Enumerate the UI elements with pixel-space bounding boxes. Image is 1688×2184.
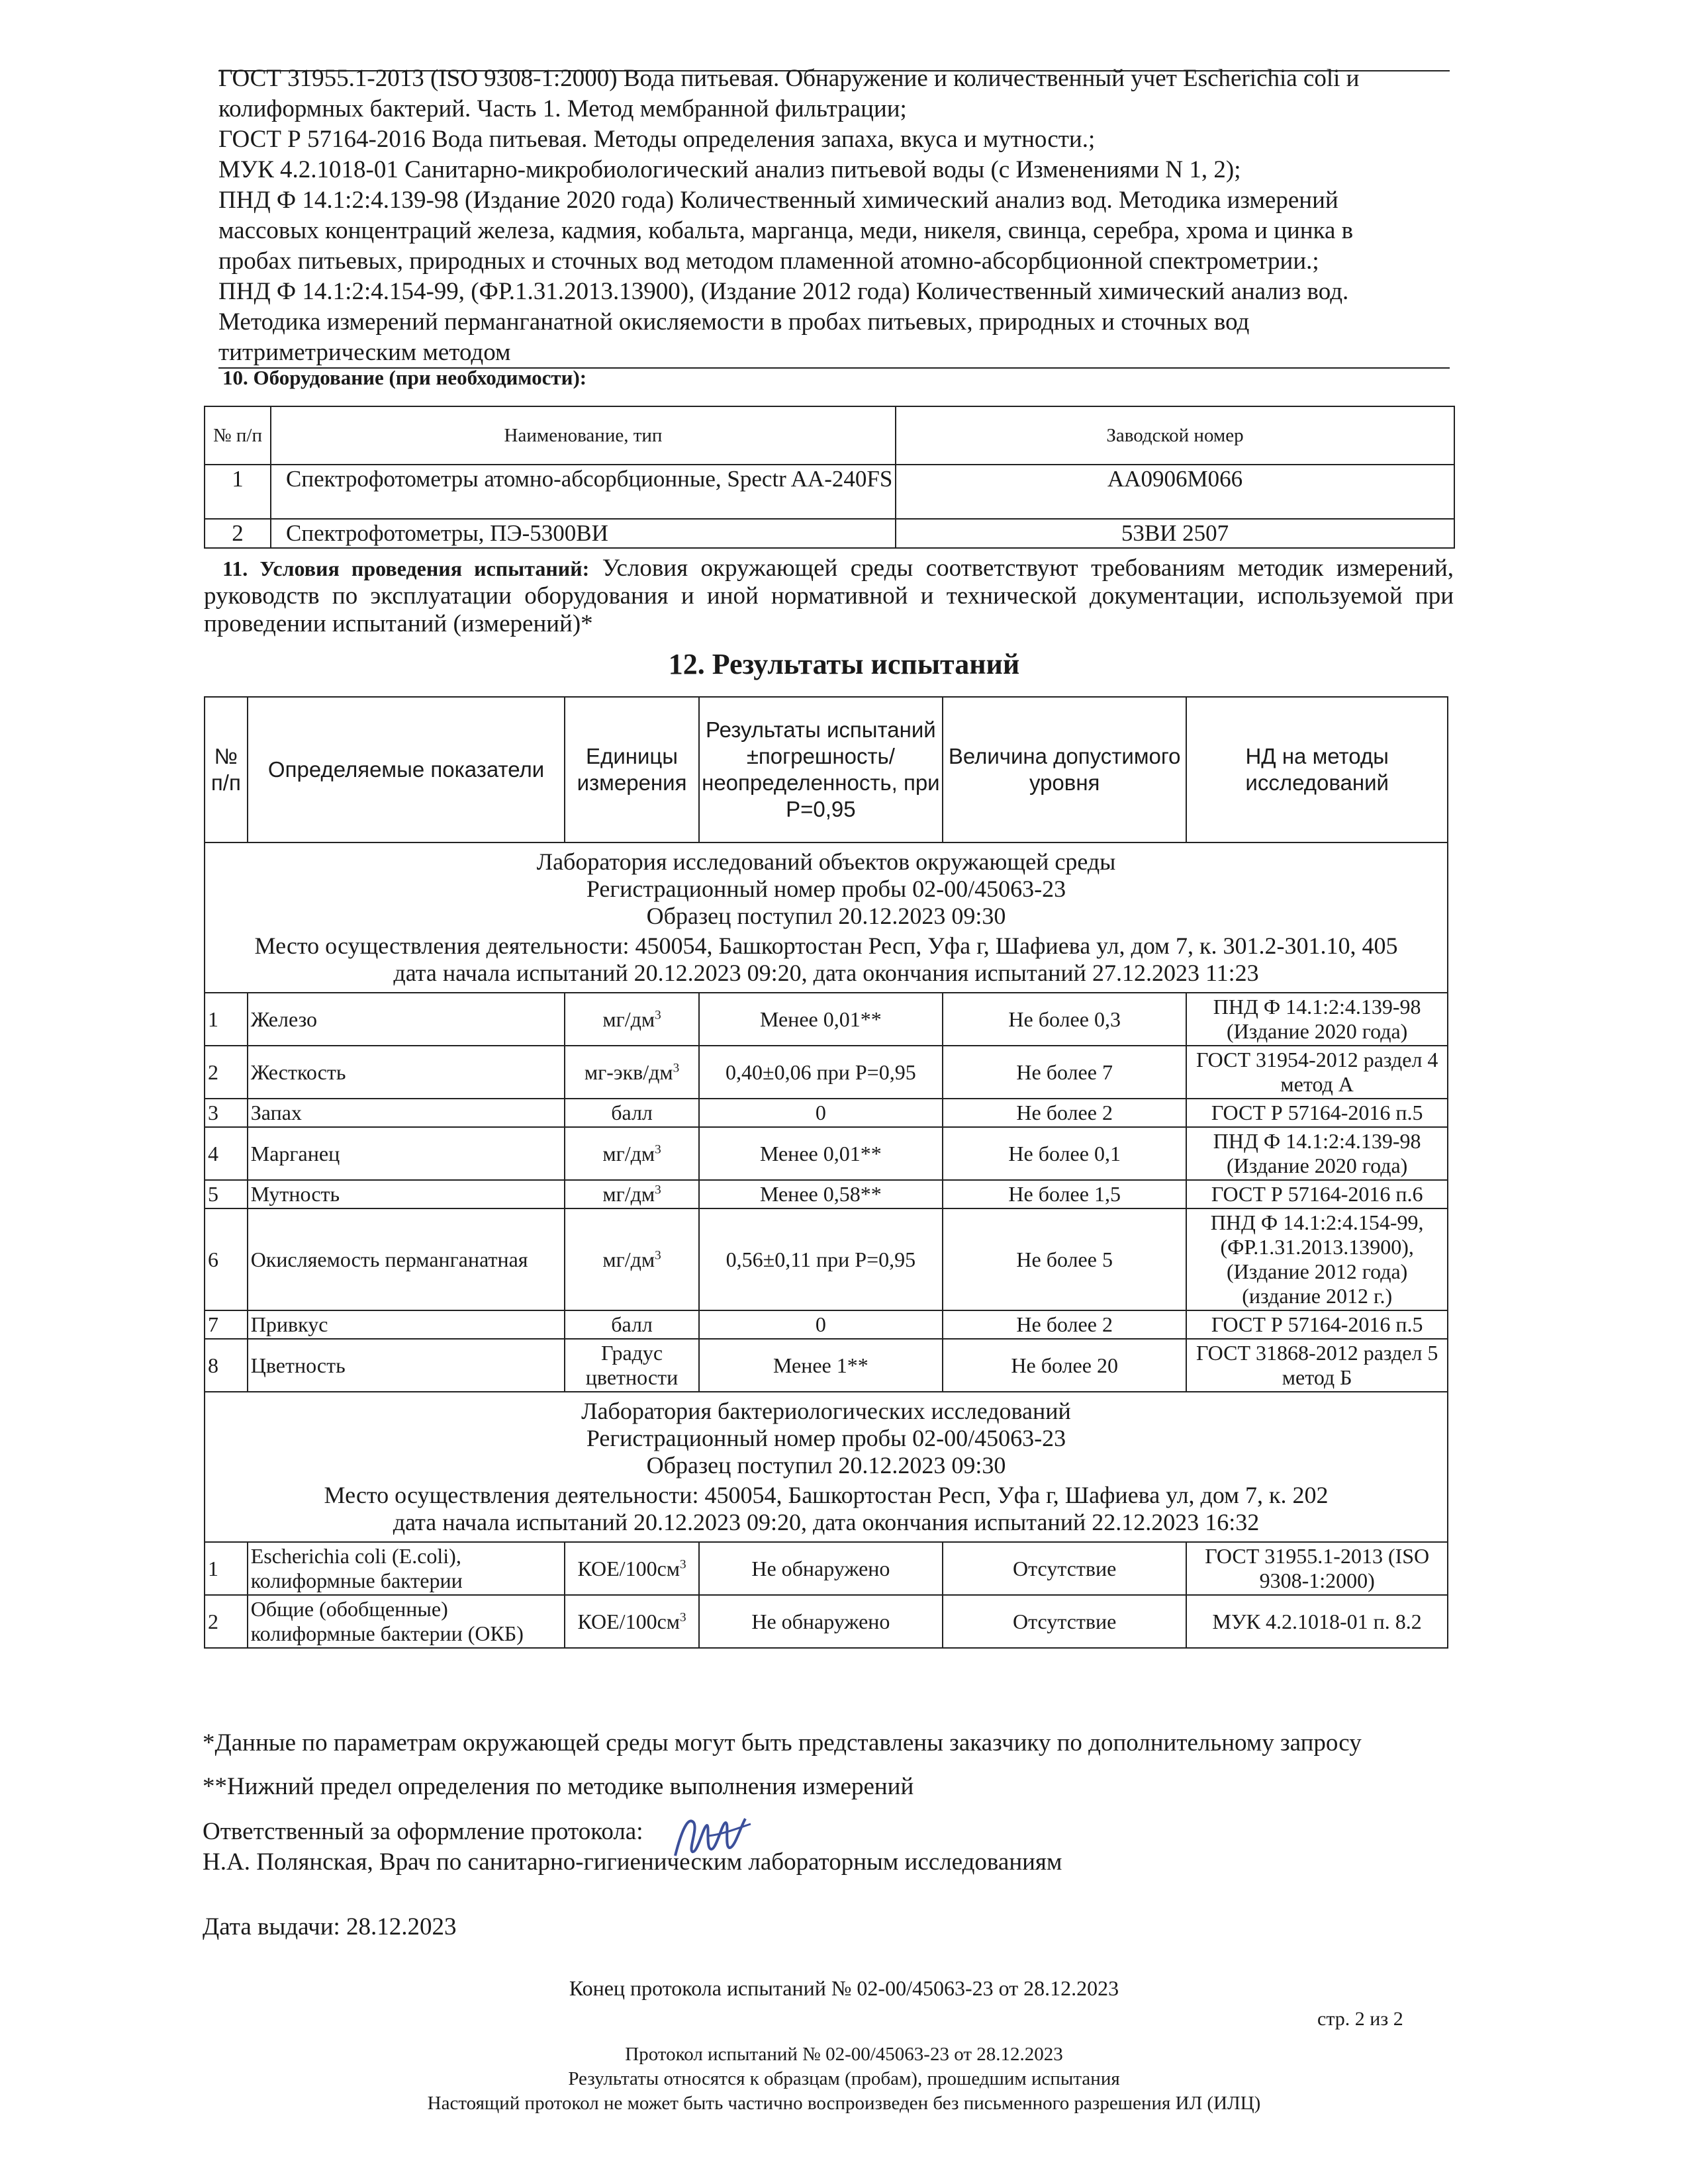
- result-indicator: [248, 1595, 565, 1648]
- result-limit-text: Не более 0,1: [1008, 1141, 1121, 1165]
- result-limit: [943, 1099, 1186, 1127]
- result-row: [205, 1046, 1448, 1099]
- result-indicator: [248, 1180, 565, 1208]
- result-row: [205, 1180, 1448, 1208]
- result-unit: [565, 1310, 698, 1339]
- result-value: [699, 1099, 943, 1127]
- result-unit: [565, 1099, 698, 1127]
- result-num: [205, 1180, 248, 1208]
- result-unit-text: мг-экв/дм: [584, 1060, 673, 1084]
- lab1-dates: дата начала испытаний 20.12.2023 09:20, дата окончания испытаний 27.12.2023 11:23: [393, 960, 1259, 986]
- results-header-value: Результаты испытаний ±погрешность/ неопределенность, при Р=0,95: [699, 697, 943, 842]
- result-method-text: ГОСТ 31955.1-2013 (ISO 9308-1:2000): [1205, 1544, 1430, 1592]
- result-value-text: Не обнаружено: [751, 1556, 890, 1580]
- result-method-text: ГОСТ Р 57164-2016 п.5: [1211, 1312, 1423, 1336]
- conditions-text: Условия окружающей среды соответствуют требованиям методик измерений, руководств по эксплуатации оборудования и иной нормативной и технической документации, используемой при проведении испытаний (измерений)*: [204, 555, 1454, 637]
- lab2-dates: дата начала испытаний 20.12.2023 09:20, дата окончания испытаний 22.12.2023 16:32: [393, 1509, 1260, 1535]
- method-line: титриметрическим методом: [218, 339, 511, 366]
- method-line: ГОСТ 31955.1-2013 (ISO 9308-1:2000) Вода питьевая. Обнаружение и количественный учет Escherichia coli и: [218, 65, 1360, 92]
- equipment-name: Спектрофотометры, ПЭ-5300ВИ: [271, 519, 896, 548]
- result-method: [1186, 1127, 1448, 1180]
- result-num-text: 5: [208, 1182, 218, 1206]
- unit-exponent: 3: [680, 1610, 686, 1624]
- lab1-reg: Регистрационный номер пробы 02-00/45063-23: [586, 876, 1066, 902]
- result-limit-text: Не более 2: [1016, 1101, 1113, 1124]
- result-row: [205, 1099, 1448, 1127]
- result-method-text: ПНД Ф 14.1:2:4.139-98 (Издание 2020 года): [1213, 995, 1421, 1043]
- footer-protocol: Протокол испытаний № 02-00/45063-23 от 28.12.2023: [625, 2044, 1063, 2065]
- footer-scope: Результаты относятся к образцам (пробам), прошедшим испытания: [568, 2068, 1120, 2089]
- result-method-text: ПНД Ф 14.1:2:4.154-99, (ФР.1.31.2013.13900), (Издание 2012 года) (издание 2012 г.): [1210, 1210, 1424, 1308]
- lab1-received: Образец поступил 20.12.2023 09:30: [646, 903, 1006, 929]
- result-value: [699, 1310, 943, 1339]
- unit-exponent: 3: [673, 1060, 680, 1075]
- result-indicator: [248, 1046, 565, 1099]
- results-header-limit: Величина допустимого уровня: [943, 697, 1186, 842]
- result-value: [699, 1208, 943, 1310]
- responsible-label: Ответственный за оформление протокола:: [203, 1818, 643, 1845]
- result-value-text: Менее 0,01**: [759, 1007, 882, 1031]
- result-indicator: [248, 1099, 565, 1127]
- lab1-info: [205, 842, 1448, 993]
- result-num: [205, 1046, 248, 1099]
- result-value-text: Менее 1**: [773, 1353, 868, 1377]
- result-unit-text: мг/дм: [602, 1247, 655, 1271]
- result-value-text: Не обнаружено: [751, 1609, 890, 1633]
- result-num: [205, 1208, 248, 1310]
- result-num-text: 1: [208, 1007, 218, 1031]
- method-line: ПНД Ф 14.1:2:4.139-98 (Издание 2020 года) Количественный химический анализ вод. Методика измерений: [218, 187, 1338, 214]
- result-indicator: [248, 1208, 565, 1310]
- method-line: МУК 4.2.1018-01 Санитарно-микробиологический анализ питьевой воды (с Изменениями N 1, 2);: [218, 156, 1241, 183]
- result-method: [1186, 1046, 1448, 1099]
- result-limit-text: Не более 20: [1011, 1353, 1118, 1377]
- result-num: [205, 1127, 248, 1180]
- result-num-text: 8: [208, 1353, 218, 1377]
- page-footer: [0, 2042, 1688, 2116]
- unit-exponent: 3: [655, 1248, 661, 1262]
- lab2-results: [205, 1542, 1448, 1648]
- result-row: [205, 1542, 1448, 1595]
- protocol-end: Конец протокола испытаний № 02-00/45063-23 от 28.12.2023: [569, 1976, 1119, 2000]
- equipment-header-serial: Заводской номер: [896, 406, 1454, 465]
- result-limit-text: Не более 5: [1016, 1247, 1113, 1271]
- result-num-text: 2: [208, 1609, 218, 1633]
- method-line: ГОСТ Р 57164-2016 Вода питьевая. Методы определения запаха, вкуса и мутности.;: [218, 126, 1096, 153]
- result-row: [205, 993, 1448, 1046]
- result-indicator-text: Escherichia coli (E.coli), колиформные бактерии: [250, 1544, 463, 1592]
- result-num: [205, 1339, 248, 1392]
- result-num-text: 7: [208, 1312, 218, 1336]
- unit-exponent: 3: [680, 1557, 686, 1571]
- page-number: стр. 2 из 2: [1317, 2008, 1403, 2030]
- result-indicator: [248, 1542, 565, 1595]
- result-value: [699, 1542, 943, 1595]
- result-limit: [943, 1542, 1186, 1595]
- result-value-text: 0,40±0,06 при Р=0,95: [726, 1060, 916, 1084]
- result-indicator-text: Жесткость: [250, 1060, 346, 1084]
- result-indicator-text: Общие (обобщенные) колиформные бактерии (ОКБ): [250, 1597, 524, 1645]
- result-limit-text: Отсутствие: [1013, 1556, 1117, 1580]
- results-header-units: Единицы измерения: [565, 697, 698, 842]
- unit-exponent: 3: [655, 1007, 661, 1022]
- result-num-text: 4: [208, 1141, 218, 1165]
- result-method: [1186, 1099, 1448, 1127]
- note-env: *Данные по параметрам окружающей среды могут быть представлены заказчику по дополнительному запросу: [203, 1729, 1362, 1756]
- result-indicator-text: Цветность: [250, 1353, 346, 1377]
- result-num: [205, 1099, 248, 1127]
- equipment-header-name: Наименование, тип: [271, 406, 896, 465]
- result-unit: [565, 1595, 698, 1648]
- method-line: ПНД Ф 14.1:2:4.154-99, (ФР.1.31.2013.13900), (Издание 2012 года) Количественный химический анализ вод.: [218, 278, 1349, 305]
- result-limit-text: Не более 2: [1016, 1312, 1113, 1336]
- result-value: [699, 993, 943, 1046]
- result-unit-text: мг/дм: [602, 1007, 655, 1031]
- unit-exponent: 3: [655, 1183, 661, 1197]
- equipment-num: 1: [205, 465, 271, 519]
- lab1-place: Место осуществления деятельности: 450054, Башкортостан Респ, Уфа г, Шафиева ул, дом 7, к. 301.2-301.10, 405: [254, 933, 1398, 959]
- lab2-reg: Регистрационный номер пробы 02-00/45063-23: [586, 1425, 1066, 1451]
- result-value-text: 0: [815, 1101, 826, 1124]
- result-indicator-text: Марганец: [250, 1141, 340, 1165]
- lab2-place: Место осуществления деятельности: 450054, Башкортостан Респ, Уфа г, Шафиева ул, дом 7, к. 202: [324, 1482, 1329, 1508]
- result-value-text: Менее 0,58**: [759, 1182, 882, 1206]
- result-method-text: ГОСТ 31954-2012 раздел 4 метод А: [1196, 1048, 1438, 1096]
- result-unit-text: мг/дм: [602, 1182, 655, 1206]
- lab2-info: [205, 1392, 1448, 1542]
- result-method: [1186, 1310, 1448, 1339]
- result-method: [1186, 993, 1448, 1046]
- result-indicator: [248, 1310, 565, 1339]
- conditions-paragraph: [204, 555, 1454, 638]
- result-indicator: [248, 993, 565, 1046]
- result-limit-text: Отсутствие: [1013, 1609, 1117, 1633]
- lab2-received: Образец поступил 20.12.2023 09:30: [646, 1452, 1006, 1479]
- result-unit-text: мг/дм: [602, 1141, 655, 1165]
- result-num-text: 3: [208, 1101, 218, 1124]
- result-unit-text: Градус цветности: [585, 1341, 679, 1389]
- equipment-name: Спектрофотометры атомно-абсорбционные, Spectr AA-240FS: [271, 465, 896, 519]
- results-title: 12. Результаты испытаний: [668, 648, 1020, 680]
- result-unit: [565, 1542, 698, 1595]
- result-method: [1186, 1542, 1448, 1595]
- result-limit: [943, 1208, 1186, 1310]
- result-indicator-text: Привкус: [250, 1312, 328, 1336]
- results-header-num: № п/п: [205, 697, 248, 842]
- equipment-table: [204, 406, 1455, 549]
- results-header-indicator: Определяемые показатели: [248, 697, 565, 842]
- result-limit: [943, 1180, 1186, 1208]
- result-num-text: 2: [208, 1060, 218, 1084]
- result-num: [205, 1595, 248, 1648]
- result-value: [699, 1180, 943, 1208]
- result-limit: [943, 1595, 1186, 1648]
- lab2-info-row: [205, 1392, 1448, 1542]
- responsible-name: Н.А. Полянская, Врач по санитарно-гигиеническим лабораторным исследованиям: [203, 1848, 1062, 1876]
- note-limit: **Нижний предел определения по методике выполнения измерений: [203, 1773, 914, 1800]
- result-row: [205, 1310, 1448, 1339]
- methods-list: [218, 64, 1450, 368]
- result-limit-text: Не более 1,5: [1008, 1182, 1121, 1206]
- result-value: [699, 1595, 943, 1648]
- result-method-text: МУК 4.2.1018-01 п. 8.2: [1212, 1609, 1422, 1633]
- result-limit-text: Не более 7: [1016, 1060, 1113, 1084]
- result-unit: [565, 1127, 698, 1180]
- result-limit: [943, 1127, 1186, 1180]
- result-value-text: 0,56±0,11 при Р=0,95: [726, 1247, 916, 1271]
- equipment-header-num: № п/п: [205, 406, 271, 465]
- equipment-serial: AA0906M066: [896, 465, 1454, 519]
- results-table: [204, 696, 1448, 1649]
- result-unit: [565, 1208, 698, 1310]
- result-row: [205, 1595, 1448, 1648]
- result-limit: [943, 993, 1186, 1046]
- result-unit-text: КОЕ/100см: [577, 1556, 680, 1580]
- result-method: [1186, 1208, 1448, 1310]
- result-indicator: [248, 1127, 565, 1180]
- results-header-row: [205, 697, 1448, 842]
- result-row: [205, 1127, 1448, 1180]
- result-num-text: 1: [208, 1556, 218, 1580]
- method-line: массовых концентраций железа, кадмия, кобальта, марганца, меди, никеля, свинца, серебра, хрома и цинка в: [218, 217, 1354, 244]
- equipment-title: 10. Оборудование (при необходимости):: [222, 366, 587, 389]
- result-unit: [565, 1339, 698, 1392]
- result-indicator-text: Мутность: [250, 1182, 340, 1206]
- result-unit: [565, 1180, 698, 1208]
- result-value: [699, 1339, 943, 1392]
- result-unit-text: КОЕ/100см: [577, 1609, 680, 1633]
- results-header-method: НД на методы исследований: [1186, 697, 1448, 842]
- result-row: [205, 1339, 1448, 1392]
- lab2-name: Лаборатория бактериологических исследований: [581, 1398, 1071, 1424]
- result-num: [205, 1542, 248, 1595]
- result-value-text: Менее 0,01**: [759, 1141, 882, 1165]
- result-value: [699, 1127, 943, 1180]
- equipment-num: 2: [205, 519, 271, 548]
- result-limit: [943, 1339, 1186, 1392]
- result-method-text: ГОСТ Р 57164-2016 п.5: [1211, 1101, 1423, 1124]
- method-line: Методика измерений перманганатной окисляемости в пробах питьевых, природных и сточных вод: [218, 308, 1250, 336]
- result-unit-text: балл: [611, 1312, 653, 1336]
- lab1-name: Лаборатория исследований объектов окружающей среды: [536, 848, 1116, 875]
- result-limit: [943, 1310, 1186, 1339]
- equipment-row: [205, 519, 1454, 548]
- result-value-text: 0: [815, 1312, 826, 1336]
- equipment-row: [205, 465, 1454, 519]
- result-unit-text: балл: [611, 1101, 653, 1124]
- result-num: [205, 1310, 248, 1339]
- result-indicator: [248, 1339, 565, 1392]
- footer-copy: Настоящий протокол не может быть частично воспроизведен без письменного разрешения ИЛ (ИЛЦ): [427, 2093, 1261, 2114]
- result-limit-text: Не более 0,3: [1008, 1007, 1121, 1031]
- result-num-text: 6: [208, 1247, 218, 1271]
- result-method-text: ПНД Ф 14.1:2:4.139-98 (Издание 2020 года): [1213, 1129, 1421, 1177]
- lab1-results: [205, 993, 1448, 1392]
- result-method: [1186, 1339, 1448, 1392]
- result-method-text: ГОСТ 31868-2012 раздел 5 метод Б: [1196, 1341, 1438, 1389]
- result-unit: [565, 1046, 698, 1099]
- lab1-info-row: [205, 842, 1448, 993]
- result-value: [699, 1046, 943, 1099]
- method-line: колиформных бактерий. Часть 1. Метод мембранной фильтрации;: [218, 95, 907, 122]
- result-unit: [565, 993, 698, 1046]
- method-line: пробах питьевых, природных и сточных вод методом пламенной атомно-абсорбционной спектрометрии.;: [218, 248, 1319, 275]
- issue-date: Дата выдачи: 28.12.2023: [203, 1913, 457, 1940]
- result-indicator-text: Запах: [250, 1101, 302, 1124]
- result-method: [1186, 1595, 1448, 1648]
- result-num: [205, 993, 248, 1046]
- result-indicator-text: Железо: [250, 1007, 318, 1031]
- result-row: [205, 1208, 1448, 1310]
- result-method-text: ГОСТ Р 57164-2016 п.6: [1211, 1182, 1423, 1206]
- result-method: [1186, 1180, 1448, 1208]
- unit-exponent: 3: [655, 1142, 661, 1156]
- equipment-header-row: [205, 406, 1454, 465]
- equipment-serial: 53ВИ 2507: [896, 519, 1454, 548]
- result-limit: [943, 1046, 1186, 1099]
- conditions-label: 11. Условия проведения испытаний:: [222, 557, 590, 580]
- result-indicator-text: Окисляемость перманганатная: [250, 1247, 528, 1271]
